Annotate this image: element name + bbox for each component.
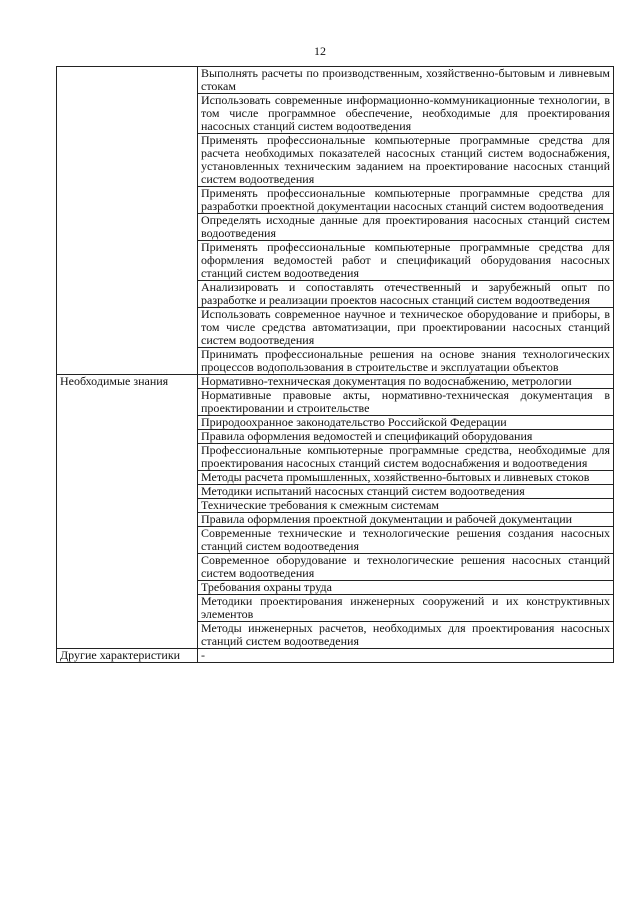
- requirement-cell: Требования охраны труда: [198, 581, 614, 595]
- table-row: [57, 375, 614, 389]
- table-row: [57, 649, 614, 663]
- requirement-cell: Технические требования к смежным системам: [198, 499, 614, 513]
- requirement-cell: Выполнять расчеты по производственным, хозяйственно-бытовым и ливневым стокам: [198, 67, 614, 94]
- requirement-cell: Использовать современные информационно-коммуникационные технологии, в том числе программное обеспечение, необходимые для проектирования насосных станций систем водоотведения: [198, 94, 614, 134]
- requirement-cell: Профессиональные компьютерные программные средства, необходимые для проектирования насосных станций систем водоснабжения и водоотведения: [198, 444, 614, 471]
- requirement-cell: Нормативно-техническая документация по водоснабжению, метрологии: [198, 375, 614, 389]
- requirement-cell: Методики испытаний насосных станций систем водоотведения: [198, 485, 614, 499]
- table-row: [57, 67, 614, 94]
- requirement-cell: Использовать современное научное и техническое оборудование и приборы, в том числе средства автоматизации, при проектировании насосных станций систем водоотведения: [198, 308, 614, 348]
- section-label-cell: Необходимые знания: [57, 375, 198, 649]
- requirement-cell: Определять исходные данные для проектирования насосных станций систем водоотведения: [198, 214, 614, 241]
- requirement-cell: Применять профессиональные компьютерные программные средства для оформления ведомостей работ и спецификаций оборудования насосных станций систем водоотведения: [198, 241, 614, 281]
- requirement-cell: Правила оформления проектной документации и рабочей документации: [198, 513, 614, 527]
- requirement-cell: Современное оборудование и технологические решения насосных станций систем водоотведения: [198, 554, 614, 581]
- requirement-cell: Применять профессиональные компьютерные программные средства для разработки проектной документации насосных станций систем водоотведения: [198, 187, 614, 214]
- requirements-table-body: [57, 67, 614, 663]
- requirement-cell: Методы инженерных расчетов, необходимых для проектирования насосных станций систем водоотведения: [198, 622, 614, 649]
- requirement-cell: Принимать профессиональные решения на основе знания технологических процессов водопользования в строительстве и эксплуатации объектов: [198, 348, 614, 375]
- requirement-cell: Методы расчета промышленных, хозяйственно-бытовых и ливневых стоков: [198, 471, 614, 485]
- page-number: 12: [314, 44, 326, 58]
- requirement-cell: Природоохранное законодательство Российской Федерации: [198, 416, 614, 430]
- requirement-cell: Анализировать и сопоставлять отечественный и зарубежный опыт по разработке и реализации проектов насосных станций систем водоотведения: [198, 281, 614, 308]
- requirement-cell: Нормативные правовые акты, нормативно-техническая документация в проектировании и строительстве: [198, 389, 614, 416]
- requirement-cell: Применять профессиональные компьютерные программные средства для расчета необходимых показателей насосных станций систем водоснабжения, установленных техническим заданием на проектирование насосных станций систем водоотведения: [198, 134, 614, 187]
- requirement-cell: Правила оформления ведомостей и спецификаций оборудования: [198, 430, 614, 444]
- section-label-cell: [57, 67, 198, 375]
- requirements-table: [56, 66, 614, 663]
- section-label-cell: Другие характеристики: [57, 649, 198, 663]
- requirement-cell: Методики проектирования инженерных сооружений и их конструктивных элементов: [198, 595, 614, 622]
- requirement-cell: Современные технические и технологические решения создания насосных станций систем водоотведения: [198, 527, 614, 554]
- requirement-cell: -: [198, 649, 614, 663]
